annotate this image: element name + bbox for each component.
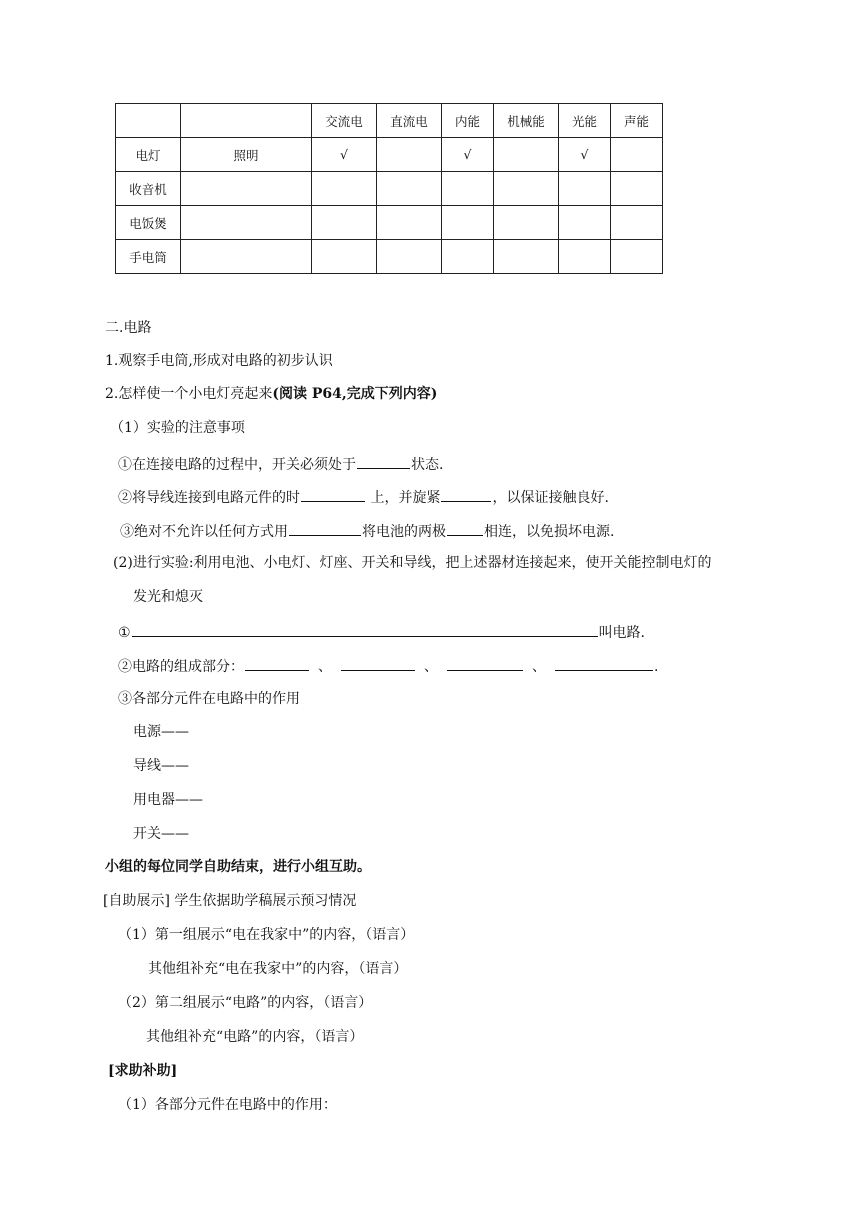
fill-blank[interactable] [245, 655, 309, 671]
role-switch: 开关—— [133, 826, 189, 842]
table-cell [611, 172, 663, 206]
table-cell: 机械能 [494, 104, 559, 138]
fill-blank[interactable] [441, 486, 491, 502]
sub1-title: （1）实验的注意事项 [110, 420, 245, 436]
separator: 、 [532, 659, 546, 675]
item-2-text: 2.怎样使一个小电灯亮起来 [105, 386, 273, 402]
self-show-heading [103, 891, 356, 911]
self-show-tag: [自助展示] [103, 893, 170, 909]
table-cell [312, 240, 377, 274]
fill-blank[interactable] [447, 520, 483, 536]
table-cell: √ [559, 138, 611, 172]
table-cell: √ [442, 138, 494, 172]
table-cell [312, 172, 377, 206]
text: 上，并旋紧 [366, 490, 441, 506]
fill-blank[interactable] [447, 655, 523, 671]
roles-title: ③各部分元件在电路中的作用 [118, 691, 300, 707]
fill-blank[interactable] [555, 655, 653, 671]
circuit-definition [118, 621, 645, 643]
table-row [116, 138, 663, 172]
table-cell: 声能 [611, 104, 663, 138]
text: . [654, 659, 659, 675]
separator: 、 [424, 659, 438, 675]
table-cell [611, 240, 663, 274]
text: ① [118, 625, 131, 641]
table-cell: 手电筒 [116, 240, 181, 274]
circuit-components [118, 655, 658, 677]
table-cell [442, 206, 494, 240]
table-cell [181, 172, 312, 206]
table-cell: 交流电 [312, 104, 377, 138]
table-cell [116, 104, 181, 138]
table-cell: 直流电 [377, 104, 442, 138]
role-wire: 导线—— [133, 758, 189, 774]
item-1: 1.观察手电筒,形成对电路的初步认识 [105, 353, 333, 369]
sub1-line-3 [120, 520, 614, 542]
table-cell: 电灯 [116, 138, 181, 172]
table-cell: 内能 [442, 104, 494, 138]
table-cell [559, 240, 611, 274]
group-note: 小组的每位同学自助结束，进行小组互助。 [105, 859, 371, 875]
table-cell [181, 240, 312, 274]
text: 学生依据助学稿展示预习情况 [169, 893, 357, 909]
role-appliance: 用电器—— [133, 792, 203, 808]
table-cell: √ [312, 138, 377, 172]
text: ①在连接电路的过程中，开关必须处于 [118, 457, 356, 473]
table-cell [312, 206, 377, 240]
text: 将电池的两极 [362, 524, 446, 540]
text: 状态. [411, 457, 444, 473]
section-heading: 二.电路 [105, 320, 152, 336]
table-header-row [116, 104, 663, 138]
table-cell [611, 138, 663, 172]
sub2-line-1: (2)进行实验:利用电池、小电灯、灯座、开关和导线，把上述器材连接起来，使开关能控制电灯的 [113, 555, 712, 571]
table-cell [377, 240, 442, 274]
table-cell [181, 206, 312, 240]
table-cell: 电饭煲 [116, 206, 181, 240]
table-cell [494, 206, 559, 240]
table-cell [377, 206, 442, 240]
table-row [116, 240, 663, 274]
sub1-line-2 [118, 486, 609, 508]
table-cell [442, 172, 494, 206]
fill-blank[interactable] [301, 486, 365, 502]
table-cell [494, 138, 559, 172]
self-show-line-4: 其他组补充“电路”的内容，（语言） [146, 1029, 364, 1045]
table-cell [559, 172, 611, 206]
sub2-line-2: 发光和熄灭 [133, 589, 203, 605]
table-cell: 收音机 [116, 172, 181, 206]
text: ③绝对不允许以任何方式用 [120, 524, 288, 540]
table-cell: 光能 [559, 104, 611, 138]
item-2-bold: (阅读 P64,完成下列内容) [272, 386, 438, 402]
text: ，以保证接触良好. [492, 490, 609, 506]
text: ②将导线连接到电路元件的时 [118, 490, 300, 506]
help-heading: [求助补助] [108, 1063, 178, 1079]
text: 叫电路. [598, 625, 646, 641]
table-cell: 照明 [181, 138, 312, 172]
item-2 [105, 384, 437, 404]
self-show-line-1: （1）第一组展示“电在我家中”的内容，（语言） [118, 927, 415, 943]
fill-blank[interactable] [357, 453, 410, 469]
table-row [116, 206, 663, 240]
energy-table [115, 103, 663, 274]
fill-blank[interactable] [289, 520, 361, 536]
text: ②电路的组成部分： [118, 659, 244, 675]
table-cell [377, 138, 442, 172]
table-cell [611, 206, 663, 240]
text: 相连，以免损坏电源. [484, 524, 615, 540]
sub1-line-1 [118, 453, 443, 475]
fill-blank[interactable] [341, 655, 415, 671]
table-cell [181, 104, 312, 138]
table-cell [442, 240, 494, 274]
self-show-line-2: 其他组补充“电在我家中”的内容，（语言） [148, 961, 408, 977]
table-cell [377, 172, 442, 206]
separator: 、 [318, 659, 332, 675]
table-row [116, 172, 663, 206]
self-show-line-3: （2）第二组展示“电路”的内容，（语言） [118, 995, 373, 1011]
table-cell [559, 206, 611, 240]
table-cell [494, 172, 559, 206]
help-line-1: （1）各部分元件在电路中的作用： [118, 1097, 337, 1113]
table-cell [494, 240, 559, 274]
role-power: 电源—— [133, 724, 189, 740]
fill-blank[interactable] [132, 621, 598, 637]
